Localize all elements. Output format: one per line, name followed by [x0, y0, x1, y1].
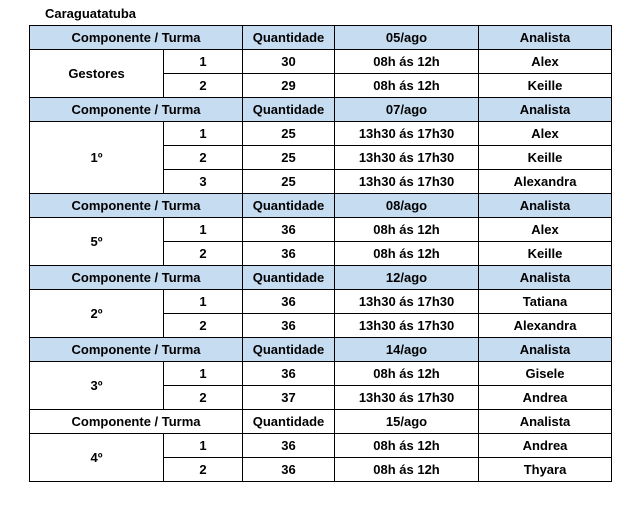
group-label: 3º	[30, 362, 164, 410]
header-componente-turma: Componente / Turma	[30, 266, 243, 290]
turma-cell: 2	[164, 242, 243, 266]
horario-cell: 08h ás 12h	[335, 218, 479, 242]
analista-cell: Keille	[479, 74, 612, 98]
header-componente-turma: Componente / Turma	[30, 194, 243, 218]
header-quantidade: Quantidade	[243, 98, 335, 122]
quantidade-cell: 25	[243, 170, 335, 194]
turma-cell: 2	[164, 314, 243, 338]
group-label: 1º	[30, 122, 164, 194]
horario-cell: 08h ás 12h	[335, 458, 479, 482]
analista-cell: Andrea	[479, 434, 612, 458]
analista-cell: Andrea	[479, 386, 612, 410]
group-label: 4º	[30, 434, 164, 482]
group-label: 5º	[30, 218, 164, 266]
quantidade-cell: 25	[243, 122, 335, 146]
turma-cell: 1	[164, 122, 243, 146]
header-row	[30, 410, 612, 434]
header-analista: Analista	[479, 410, 612, 434]
analista-cell: Alex	[479, 122, 612, 146]
quantidade-cell: 30	[243, 50, 335, 74]
header-row	[30, 26, 612, 50]
header-date: 14/ago	[335, 338, 479, 362]
header-analista: Analista	[479, 266, 612, 290]
header-analista: Analista	[479, 98, 612, 122]
quantidade-cell: 36	[243, 242, 335, 266]
table-row	[30, 290, 612, 314]
table-row	[30, 362, 612, 386]
horario-cell: 08h ás 12h	[335, 242, 479, 266]
header-quantidade: Quantidade	[243, 338, 335, 362]
analista-cell: Keille	[479, 242, 612, 266]
turma-cell: 2	[164, 458, 243, 482]
analista-cell: Alex	[479, 218, 612, 242]
group-label: Gestores	[30, 50, 164, 98]
quantidade-cell: 36	[243, 362, 335, 386]
analista-cell: Gisele	[479, 362, 612, 386]
analista-cell: Thyara	[479, 458, 612, 482]
header-date: 07/ago	[335, 98, 479, 122]
turma-cell: 1	[164, 50, 243, 74]
header-row	[30, 98, 612, 122]
analista-cell: Alexandra	[479, 170, 612, 194]
header-quantidade: Quantidade	[243, 410, 335, 434]
header-quantidade: Quantidade	[243, 26, 335, 50]
turma-cell: 2	[164, 146, 243, 170]
header-date: 08/ago	[335, 194, 479, 218]
quantidade-cell: 36	[243, 314, 335, 338]
table-row	[30, 218, 612, 242]
schedule-body	[30, 26, 612, 482]
quantidade-cell: 36	[243, 218, 335, 242]
header-analista: Analista	[479, 338, 612, 362]
header-componente-turma: Componente / Turma	[30, 410, 243, 434]
turma-cell: 1	[164, 434, 243, 458]
turma-cell: 1	[164, 290, 243, 314]
header-row	[30, 194, 612, 218]
quantidade-cell: 29	[243, 74, 335, 98]
analista-cell: Alex	[479, 50, 612, 74]
quantidade-cell: 37	[243, 386, 335, 410]
header-componente-turma: Componente / Turma	[30, 338, 243, 362]
quantidade-cell: 36	[243, 290, 335, 314]
analista-cell: Tatiana	[479, 290, 612, 314]
header-quantidade: Quantidade	[243, 194, 335, 218]
header-row	[30, 266, 612, 290]
table-row	[30, 434, 612, 458]
header-analista: Analista	[479, 26, 612, 50]
header-date: 12/ago	[335, 266, 479, 290]
horario-cell: 13h30 ás 17h30	[335, 386, 479, 410]
header-row	[30, 338, 612, 362]
schedule-table	[29, 25, 612, 482]
horario-cell: 08h ás 12h	[335, 50, 479, 74]
turma-cell: 1	[164, 362, 243, 386]
turma-cell: 2	[164, 386, 243, 410]
header-analista: Analista	[479, 194, 612, 218]
quantidade-cell: 36	[243, 458, 335, 482]
quantidade-cell: 25	[243, 146, 335, 170]
turma-cell: 2	[164, 74, 243, 98]
table-row	[30, 50, 612, 74]
table-row	[30, 122, 612, 146]
analista-cell: Alexandra	[479, 314, 612, 338]
horario-cell: 08h ás 12h	[335, 74, 479, 98]
group-label: 2º	[30, 290, 164, 338]
header-componente-turma: Componente / Turma	[30, 98, 243, 122]
horario-cell: 08h ás 12h	[335, 362, 479, 386]
page-title: Caraguatatuba	[45, 6, 137, 21]
header-date: 05/ago	[335, 26, 479, 50]
turma-cell: 3	[164, 170, 243, 194]
header-quantidade: Quantidade	[243, 266, 335, 290]
header-componente-turma: Componente / Turma	[30, 26, 243, 50]
analista-cell: Keille	[479, 146, 612, 170]
horario-cell: 08h ás 12h	[335, 434, 479, 458]
quantidade-cell: 36	[243, 434, 335, 458]
horario-cell: 13h30 ás 17h30	[335, 290, 479, 314]
horario-cell: 13h30 ás 17h30	[335, 122, 479, 146]
header-date: 15/ago	[335, 410, 479, 434]
horario-cell: 13h30 ás 17h30	[335, 170, 479, 194]
horario-cell: 13h30 ás 17h30	[335, 314, 479, 338]
horario-cell: 13h30 ás 17h30	[335, 146, 479, 170]
turma-cell: 1	[164, 218, 243, 242]
